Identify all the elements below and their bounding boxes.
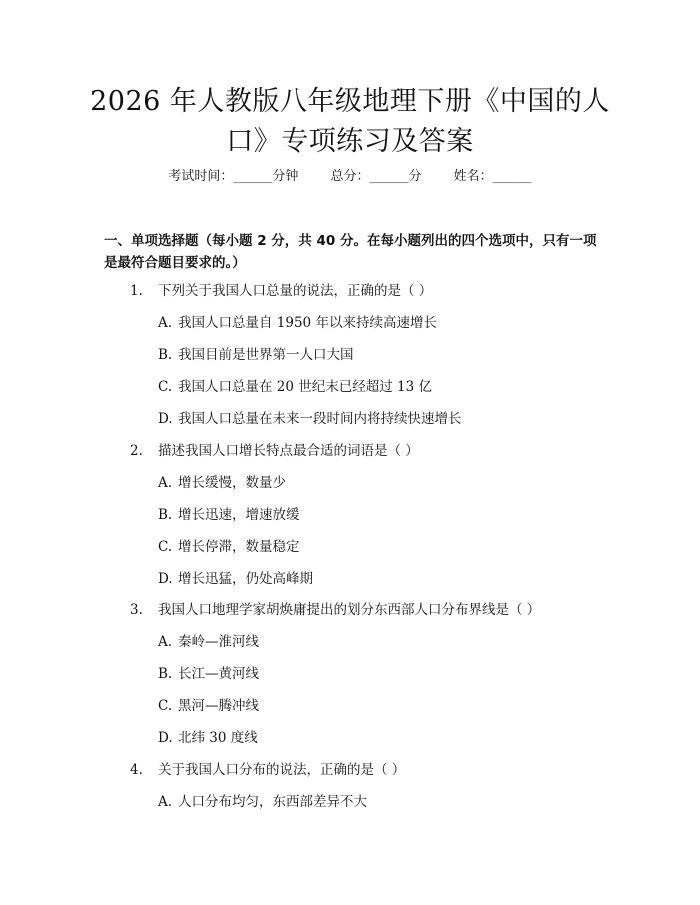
question-number: 3. [130, 602, 143, 618]
option-letter: B. [158, 507, 173, 523]
option-letter: A. [158, 315, 173, 331]
option-text: 秦岭—淮河线 [178, 634, 259, 650]
option-text: 北纬 30 度线 [178, 730, 258, 746]
question-text: 我国人口地理学家胡焕庸提出的划分东西部人口分布界线是（ ） [158, 602, 541, 618]
question-1 [130, 282, 610, 300]
total-score: 总分：______分 [330, 169, 422, 184]
question-4-option-a [158, 793, 608, 811]
question-number: 2. [130, 443, 143, 459]
option-text: 增长停滞，数量稳定 [178, 539, 300, 555]
title-line-2: 口》专项练习及答案 [226, 126, 474, 157]
question-text: 关于我国人口分布的说法，正确的是（ ） [158, 762, 406, 778]
option-letter: B. [158, 666, 173, 682]
student-name: 姓名：______ [453, 169, 532, 184]
option-text: 我国人口总量在 20 世纪末已经超过 13 亿 [178, 379, 433, 395]
option-letter: B. [158, 347, 173, 363]
section-heading-line-2: 是最符合题目要求的。） [104, 255, 246, 271]
question-2-option-a [158, 474, 608, 492]
question-3-option-d [158, 729, 608, 747]
option-text: 我国人口总量自 1950 年以来持续高速增长 [178, 315, 437, 331]
option-text: 我国目前是世界第一人口大国 [178, 347, 354, 363]
question-1-option-a [158, 314, 608, 332]
option-text: 增长迅速，增速放缓 [178, 507, 300, 523]
option-text: 增长缓慢，数量少 [178, 475, 286, 491]
option-text: 长江—黄河线 [178, 666, 259, 682]
option-letter: C. [158, 539, 173, 555]
page-title [60, 82, 640, 162]
option-letter: A. [158, 634, 173, 650]
question-3 [130, 601, 610, 619]
option-letter: D. [158, 571, 173, 587]
section-heading [104, 230, 604, 274]
question-4 [130, 761, 610, 779]
question-text: 下列关于我国人口总量的说法，正确的是（ ） [158, 283, 433, 299]
option-letter: A. [158, 475, 173, 491]
question-text: 描述我国人口增长特点最合适的词语是（ ） [158, 443, 419, 459]
section-heading-line-1: 一、单项选择题（每小题 2 分，共 40 分。在每小题列出的四个选项中，只有一项 [104, 233, 597, 249]
question-3-option-b [158, 665, 608, 683]
option-letter: C. [158, 698, 173, 714]
option-text: 人口分布均匀，东西部差异不大 [178, 794, 367, 810]
question-1-option-c [158, 378, 608, 396]
question-2-option-d [158, 570, 608, 588]
exam-info [0, 168, 700, 186]
option-text: 我国人口总量在未来一段时间内将持续快速增长 [178, 411, 462, 427]
question-3-option-a [158, 633, 608, 651]
question-number: 4. [130, 762, 143, 778]
option-text: 黑河—腾冲线 [178, 698, 259, 714]
question-number: 1. [130, 283, 143, 299]
title-line-1: 2026 年人教版八年级地理下册《中国的人 [90, 86, 610, 117]
option-letter: C. [158, 379, 173, 395]
option-letter: A. [158, 794, 173, 810]
question-1-option-b [158, 346, 608, 364]
option-letter: D. [158, 730, 173, 746]
question-2-option-c [158, 538, 608, 556]
question-1-option-d [158, 410, 608, 428]
question-2-option-b [158, 506, 608, 524]
question-3-option-c [158, 697, 608, 715]
exam-time: 考试时间：______分钟 [168, 169, 299, 184]
question-2 [130, 442, 610, 460]
option-text: 增长迅猛，仍处高峰期 [178, 571, 313, 587]
option-letter: D. [158, 411, 173, 427]
